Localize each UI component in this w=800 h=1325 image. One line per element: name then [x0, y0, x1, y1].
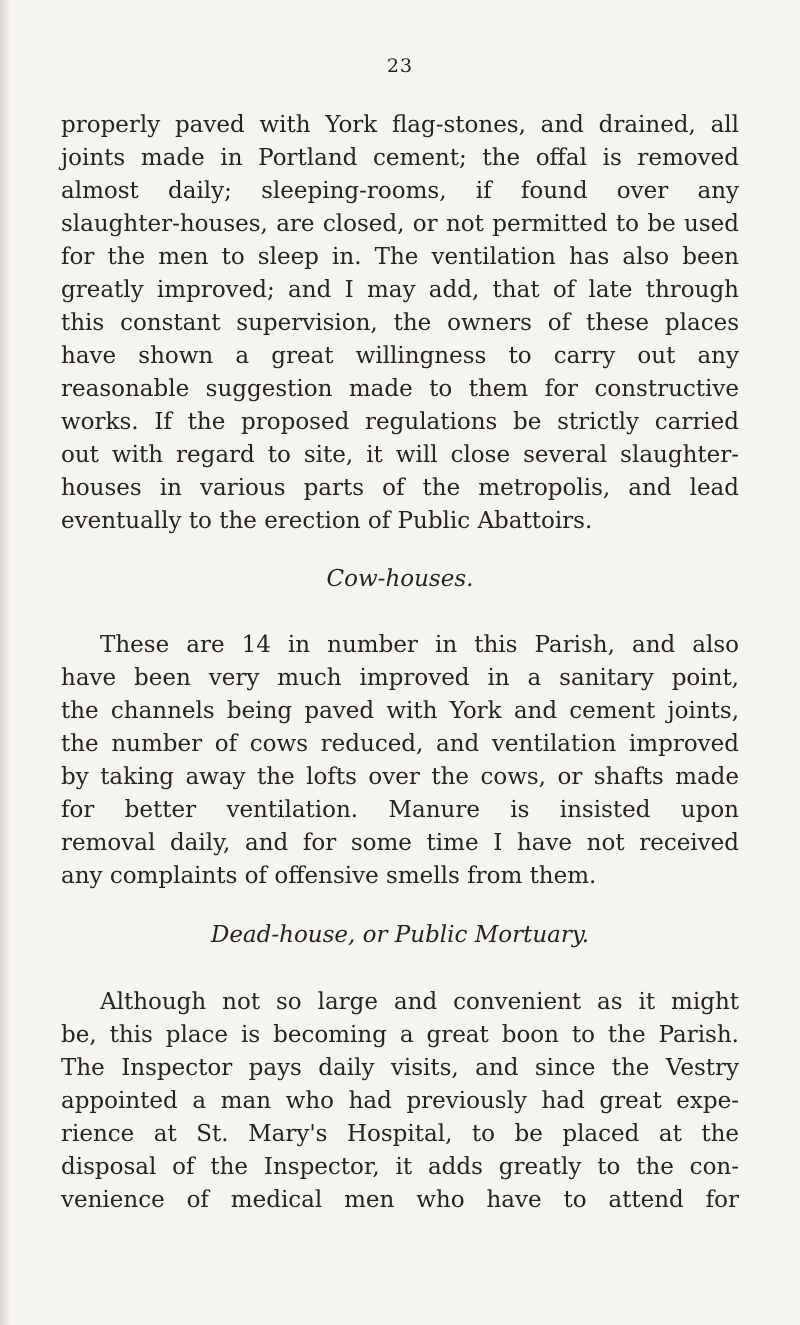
- text-line: properly paved with York flag-stones, and drained, all: [61, 112, 739, 138]
- text-line: have been very much improved in a sanitary point,: [61, 665, 739, 691]
- text-line: slaughter-houses, are closed, or not permitted to be used: [61, 211, 739, 237]
- text-line: any complaints of offensive smells from them.: [61, 863, 597, 889]
- text-line: by taking away the lofts over the cows, or shafts made: [61, 764, 739, 790]
- text-line: out with regard to site, it will close several slaughter-: [61, 442, 739, 468]
- text-line: These are 14 in number in this Parish, and also: [100, 632, 739, 658]
- text-line: Although not so large and convenient as it might: [100, 989, 739, 1015]
- text-line: this constant supervision, the owners of these places: [61, 310, 739, 336]
- text-line: the channels being paved with York and cement joints,: [61, 698, 739, 724]
- text-line: rience at St. Mary's Hospital, to be placed at the: [61, 1121, 739, 1147]
- section-heading-cow-houses: Cow-houses.: [326, 566, 474, 592]
- page-gutter-shadow: [0, 0, 10, 1325]
- text-line: have shown a great willingness to carry out any: [61, 343, 739, 369]
- text-line: joints made in Portland cement; the offal is removed: [61, 145, 739, 171]
- text-line: venience of medical men who have to attend for: [61, 1187, 739, 1213]
- section-heading-dead-house: Dead-house, or Public Mortuary.: [210, 922, 590, 948]
- text-line: removal daily, and for some time I have not received: [61, 830, 739, 856]
- text-line: reasonable suggestion made to them for constructive: [61, 376, 739, 402]
- text-line: works. If the proposed regulations be strictly carried: [61, 409, 739, 435]
- text-line: greatly improved; and I may add, that of late through: [61, 277, 739, 303]
- text-line: for better ventilation. Manure is insisted upon: [61, 797, 739, 823]
- text-line: eventually to the erection of Public Abattoirs.: [61, 508, 593, 534]
- text-line: almost daily; sleeping-rooms, if found over any: [61, 178, 739, 204]
- text-line: houses in various parts of the metropolis, and lead: [61, 475, 739, 501]
- text-line: the number of cows reduced, and ventilation improved: [61, 731, 739, 757]
- page-number: 23: [386, 55, 414, 77]
- text-line: for the men to sleep in. The ventilation has also been: [61, 244, 739, 270]
- text-line: be, this place is becoming a great boon to the Parish.: [61, 1022, 739, 1048]
- text-line: disposal of the Inspector, it adds greatly to the con-: [61, 1154, 739, 1180]
- text-line: The Inspector pays daily visits, and since the Vestry: [61, 1055, 739, 1081]
- text-line: appointed a man who had previously had great expe-: [61, 1088, 739, 1114]
